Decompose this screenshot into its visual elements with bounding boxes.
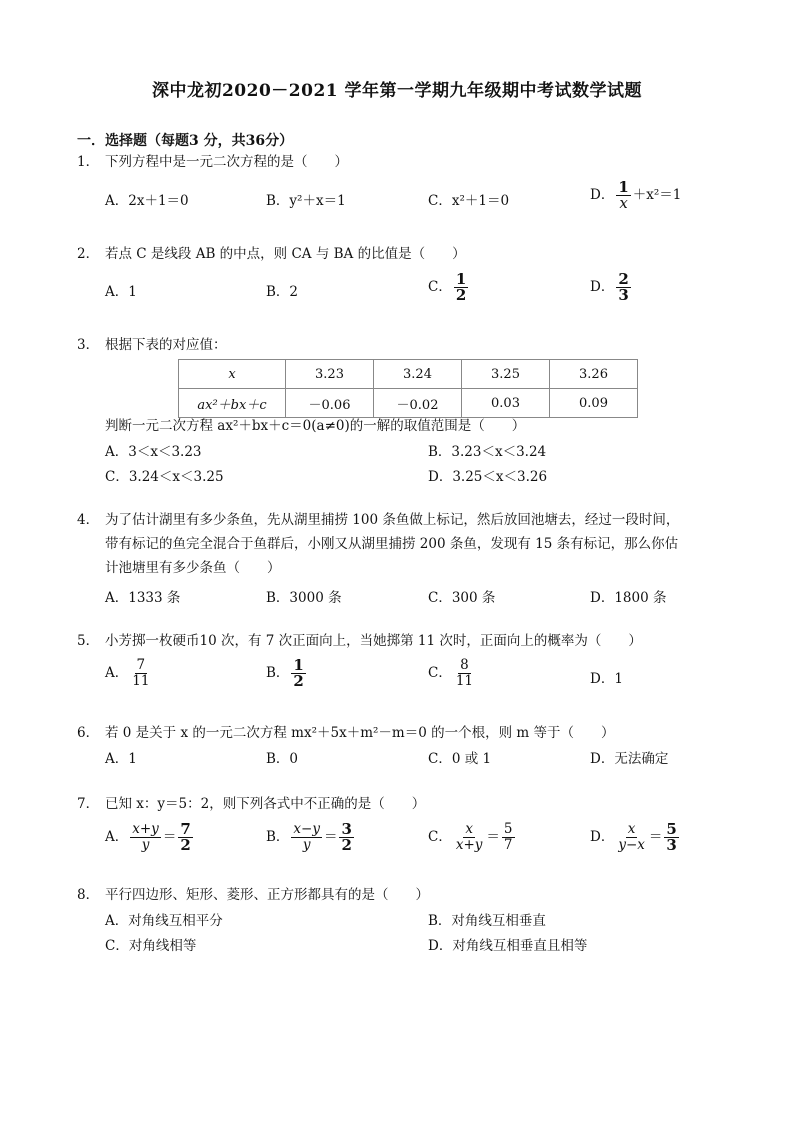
q6-option-c: C．0 或 1	[428, 751, 492, 767]
q2-option-d: D． $\frac{2}{3}$	[590, 270, 629, 304]
question-1	[77, 150, 727, 174]
fraction: $\frac{1}{x}$	[618, 178, 629, 212]
q3-text2: 判断一元二次方程 ax²＋bx＋c＝0(a≠0)的一解的取值范围是（ ）	[105, 418, 526, 434]
q1-option-b: B．y²＋x＝1	[266, 193, 346, 209]
q1-option-c: C．x²＋1＝0	[428, 193, 510, 209]
question-4: 4． 为了估计湖里有多少条鱼，先从湖里捕捞 100 条鱼做上标记，然后放回池塘去，经过一段时间， 带有标记的鱼完全混合于鱼群后，小刚又从湖里捕捞 200 条鱼，发现有 15 条有标记，那么你估 计池塘里有多少条鱼（ ）	[77, 512, 680, 576]
value-table	[178, 359, 638, 418]
q6-option-b: B．0	[266, 751, 299, 767]
q5-option-d: D．1	[590, 671, 623, 687]
page-title: 深中龙初2020－2021 学年第一学期九年级期中考试数学试题	[151, 81, 643, 101]
q7-option-a: A． $\frac{x+y}{y}$ ＝ $\frac{7}{2}$	[105, 820, 191, 854]
q2-option-b: B．2	[266, 284, 299, 300]
question-text: 下列方程中是一元二次方程的是（ ）	[105, 154, 348, 170]
q5-option-a: A． $\frac{7}{11}$	[105, 657, 150, 689]
q5-option-c: C． $\frac{8}{11}$	[428, 657, 474, 689]
question-2: 2． 若点 C 是线段 AB 的中点，则 CA 与 BA 的比值是（ ）	[77, 246, 466, 262]
question-6: 6． 若 0 是关于 x 的一元二次方程 mx²＋5x＋m²－m＝0 的一个根，则 m 等于（ ）	[77, 725, 615, 741]
q4-option-a: A．1333 条	[105, 590, 181, 606]
q8-option-b: B．对角线互相垂直	[428, 913, 546, 929]
q7-option-d: D． $\frac{x}{y-x}$ ＝ $\frac{5}{3}$	[590, 820, 677, 854]
q4-option-c: C．300 条	[428, 590, 496, 606]
q3-option-a: A．3＜x＜3.23	[105, 444, 202, 460]
question-5: 5． 小芳掷一枚硬币10 次，有 7 次正面向上，当她掷第 11 次时，正面向上的概率为（ ）	[77, 633, 642, 649]
question-8: 8． 平行四边形、矩形、菱形、正方形都具有的是（ ）	[77, 887, 429, 903]
q5-option-b: B． $\frac{1}{2}$	[266, 656, 304, 690]
table-row: ax²＋bx＋c －0.06 －0.02 0.03 0.09	[179, 389, 638, 418]
q2-option-a: A．1	[105, 284, 137, 300]
question-number: 1．	[77, 154, 100, 170]
q2-option-c: C． $\frac{1}{2}$	[428, 270, 467, 304]
q7-option-c: C． $\frac{x}{x+y}$ ＝ $\frac{5}{7}$	[428, 821, 513, 853]
question-3: 3． 根据下表的对应值：	[77, 337, 227, 353]
question-7: 7． 已知 x：y＝5：2，则下列各式中不正确的是（ ）	[77, 796, 426, 812]
q3-option-c: C．3.24＜x＜3.25	[105, 469, 224, 485]
q4-option-d: D．1800 条	[590, 590, 667, 606]
q4-option-b: B．3000 条	[266, 590, 342, 606]
q8-option-a: A．对角线互相平分	[105, 913, 223, 929]
question-text: 若点 C 是线段 AB 的中点，则 CA 与 BA 的比值是（ ）	[105, 246, 466, 262]
q8-option-d: D．对角线互相垂直且相等	[428, 938, 588, 954]
q8-option-c: C．对角线相等	[105, 938, 197, 954]
q3-option-b: B．3.23＜x＜3.24	[428, 444, 547, 460]
q1-option-d: D． $\frac{1}{x}$ ＋x²＝1	[590, 178, 682, 212]
q3-option-d: D．3.25＜x＜3.26	[428, 469, 548, 485]
section-heading: 一．选择题（每题3 分，共36分）	[77, 133, 294, 149]
q6-option-d: D．无法确定	[590, 751, 669, 767]
q6-option-a: A．1	[105, 751, 137, 767]
q7-option-b: B． $\frac{x-y}{y}$ ＝ $\frac{3}{2}$	[266, 820, 352, 854]
q1-option-a: A．2x＋1＝0	[105, 193, 189, 209]
table-row: x 3.23 3.24 3.25 3.26	[179, 360, 638, 389]
